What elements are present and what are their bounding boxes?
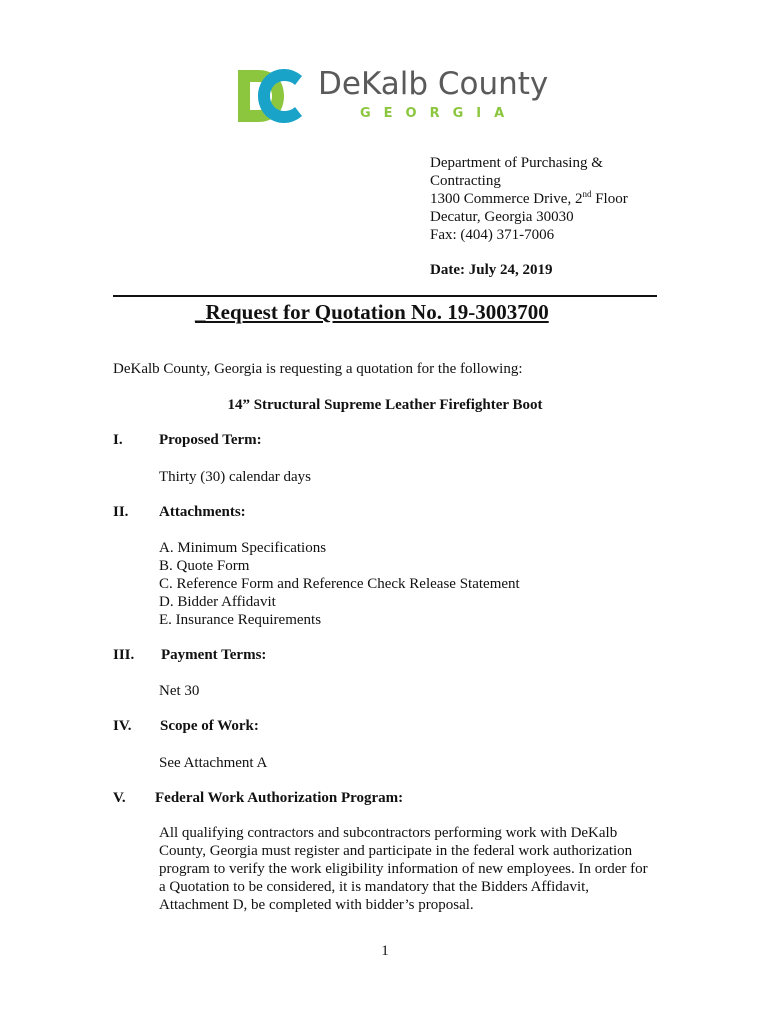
fax-line: Fax: (404) 371-7006 [430, 227, 555, 243]
section-heading: Payment Terms: [161, 647, 267, 663]
section-number: I. [113, 432, 123, 448]
paragraph-line: County, Georgia must register and participate in the federal work authorization [159, 843, 633, 859]
horizontal-rule [113, 295, 657, 297]
logo-wordmark: DeKalb County [318, 66, 549, 102]
address-line: Department of Purchasing & [430, 155, 603, 171]
section-heading: Attachments: [159, 504, 246, 520]
paragraph-line: a Quotation to be considered, it is mandatory that the Bidders Affidavit, [159, 879, 590, 895]
section-body: Net 30 [159, 683, 200, 699]
paragraph-line: All qualifying contractors and subcontractors performing work with DeKalb [159, 825, 618, 841]
ordinal-suffix: nd [582, 189, 592, 199]
address-block [430, 154, 670, 244]
list-item: C. Reference Form and Reference Check Release Statement [159, 576, 520, 592]
section-number: II. [113, 504, 129, 520]
list-item: A. Minimum Specifications [159, 540, 327, 556]
section-body: See Attachment A [159, 755, 268, 771]
section-heading: Proposed Term: [159, 432, 262, 448]
paragraph-line: Attachment D, be completed with bidder’s proposal. [159, 897, 474, 913]
list-item: D. Bidder Affidavit [159, 594, 276, 610]
document-date: Date: July 24, 2019 [430, 262, 553, 278]
section-number: V. [113, 790, 126, 806]
dekalb-county-logo [236, 66, 549, 128]
document-title: _Request for Quotation No. 19-3003700 [195, 300, 549, 324]
section-heading: Federal Work Authorization Program: [155, 790, 404, 806]
address-line: Contracting [430, 173, 501, 189]
section-number: III. [113, 647, 135, 663]
section-number: IV. [113, 718, 132, 734]
address-line [430, 190, 670, 208]
list-item: E. Insurance Requirements [159, 612, 322, 628]
address-line: Decatur, Georgia 30030 [430, 209, 574, 225]
item-title-text: 14” Structural Supreme Leather Firefighter Boot [227, 397, 543, 413]
attachments-list [159, 539, 520, 629]
paragraph-line: program to verify the work eligibility information of new employees. In order for [159, 861, 648, 877]
item-title [0, 397, 770, 414]
list-item: B. Quote Form [159, 558, 250, 574]
address-line-text: Floor [591, 191, 628, 207]
section-body: Thirty (30) calendar days [159, 469, 312, 485]
intro-text: DeKalb County, Georgia is requesting a quotation for the following: [113, 361, 523, 377]
federal-work-paragraph [159, 824, 669, 914]
logo-subtitle: GEORGIA [360, 106, 518, 121]
address-line-text: 1300 Commerce Drive, 2 [430, 191, 583, 207]
page-number: 1 [381, 943, 389, 959]
section-heading: Scope of Work: [160, 718, 259, 734]
dc-logo-mark-icon [236, 66, 308, 126]
